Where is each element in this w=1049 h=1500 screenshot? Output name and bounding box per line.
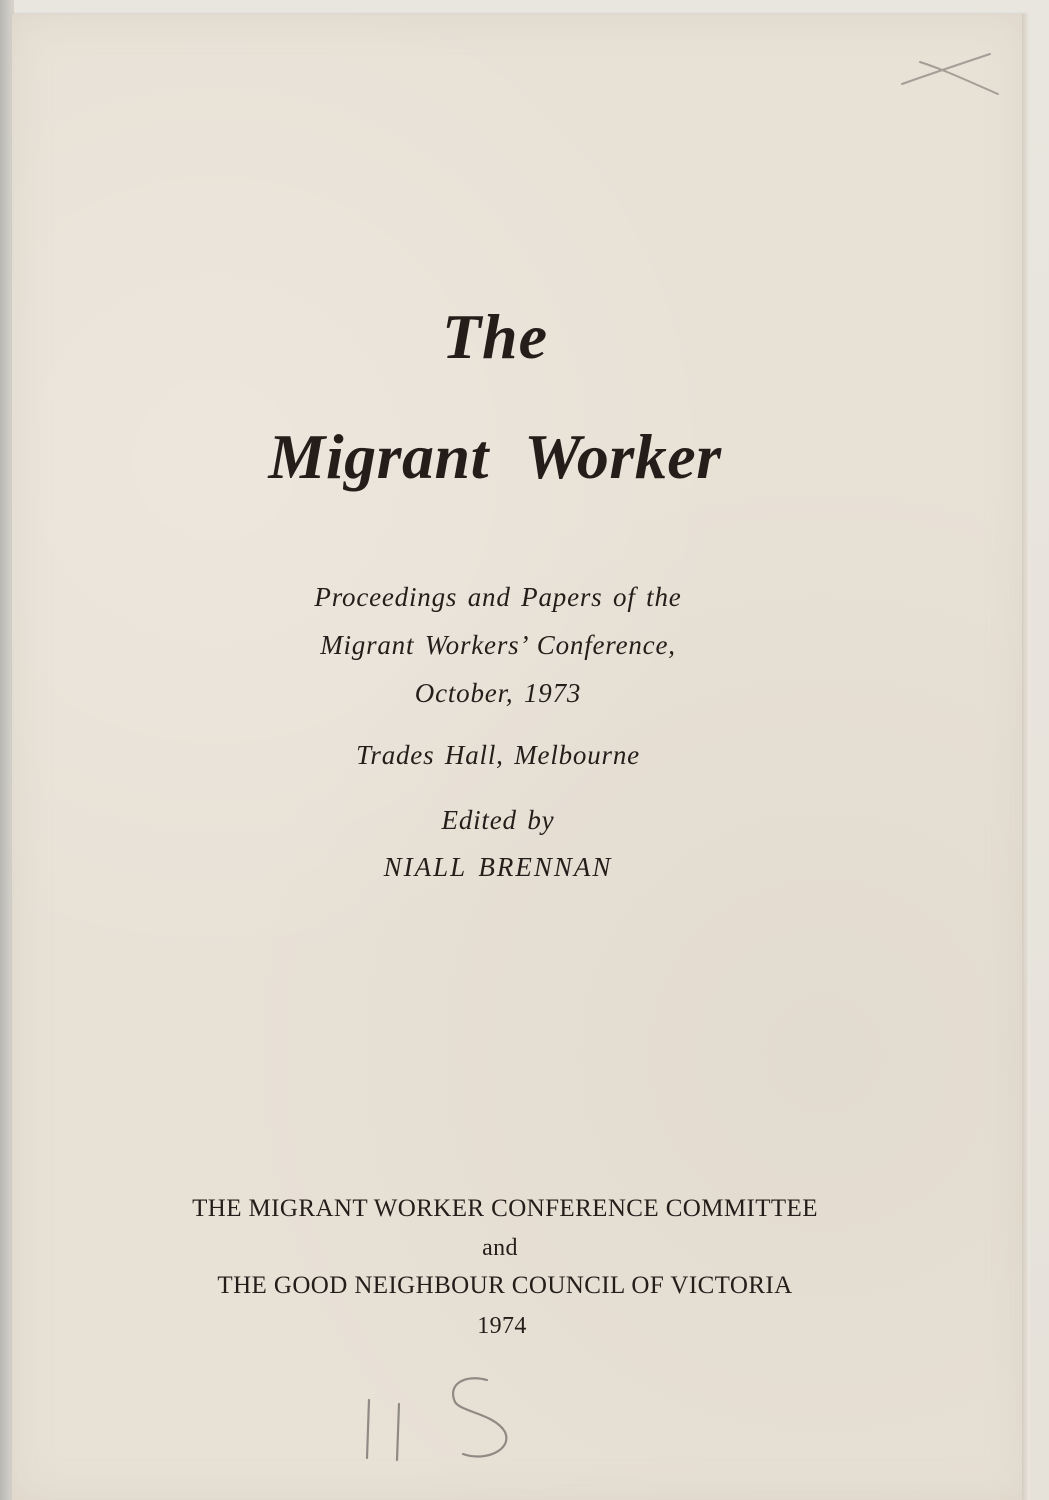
venue: Trades Hall, Melbourne xyxy=(356,740,640,770)
subtitle-line-1: Proceedings and Papers of the xyxy=(314,582,682,612)
page-edge xyxy=(1022,14,1030,1500)
editor-name: NIALL BRENNAN xyxy=(383,852,613,882)
subtitle-line-2: Migrant Workers’ Conference, xyxy=(320,630,676,660)
handwritten-page-number xyxy=(355,1370,525,1470)
publisher-line-1: THE MIGRANT WORKER CONFERENCE COMMITTEE xyxy=(192,1195,818,1222)
subtitle-date: October, 1973 xyxy=(414,678,582,708)
publication-year: 1974 xyxy=(477,1313,527,1339)
title-line-1: The xyxy=(441,301,549,372)
title-line-2: Migrant Worker xyxy=(268,421,722,492)
publisher-conjunction: and xyxy=(482,1235,518,1261)
publisher-line-2: THE GOOD NEIGHBOUR COUNCIL OF VICTORIA xyxy=(217,1272,793,1299)
handwritten-x-mark xyxy=(890,40,1010,110)
edited-by-label: Edited by xyxy=(441,805,555,835)
